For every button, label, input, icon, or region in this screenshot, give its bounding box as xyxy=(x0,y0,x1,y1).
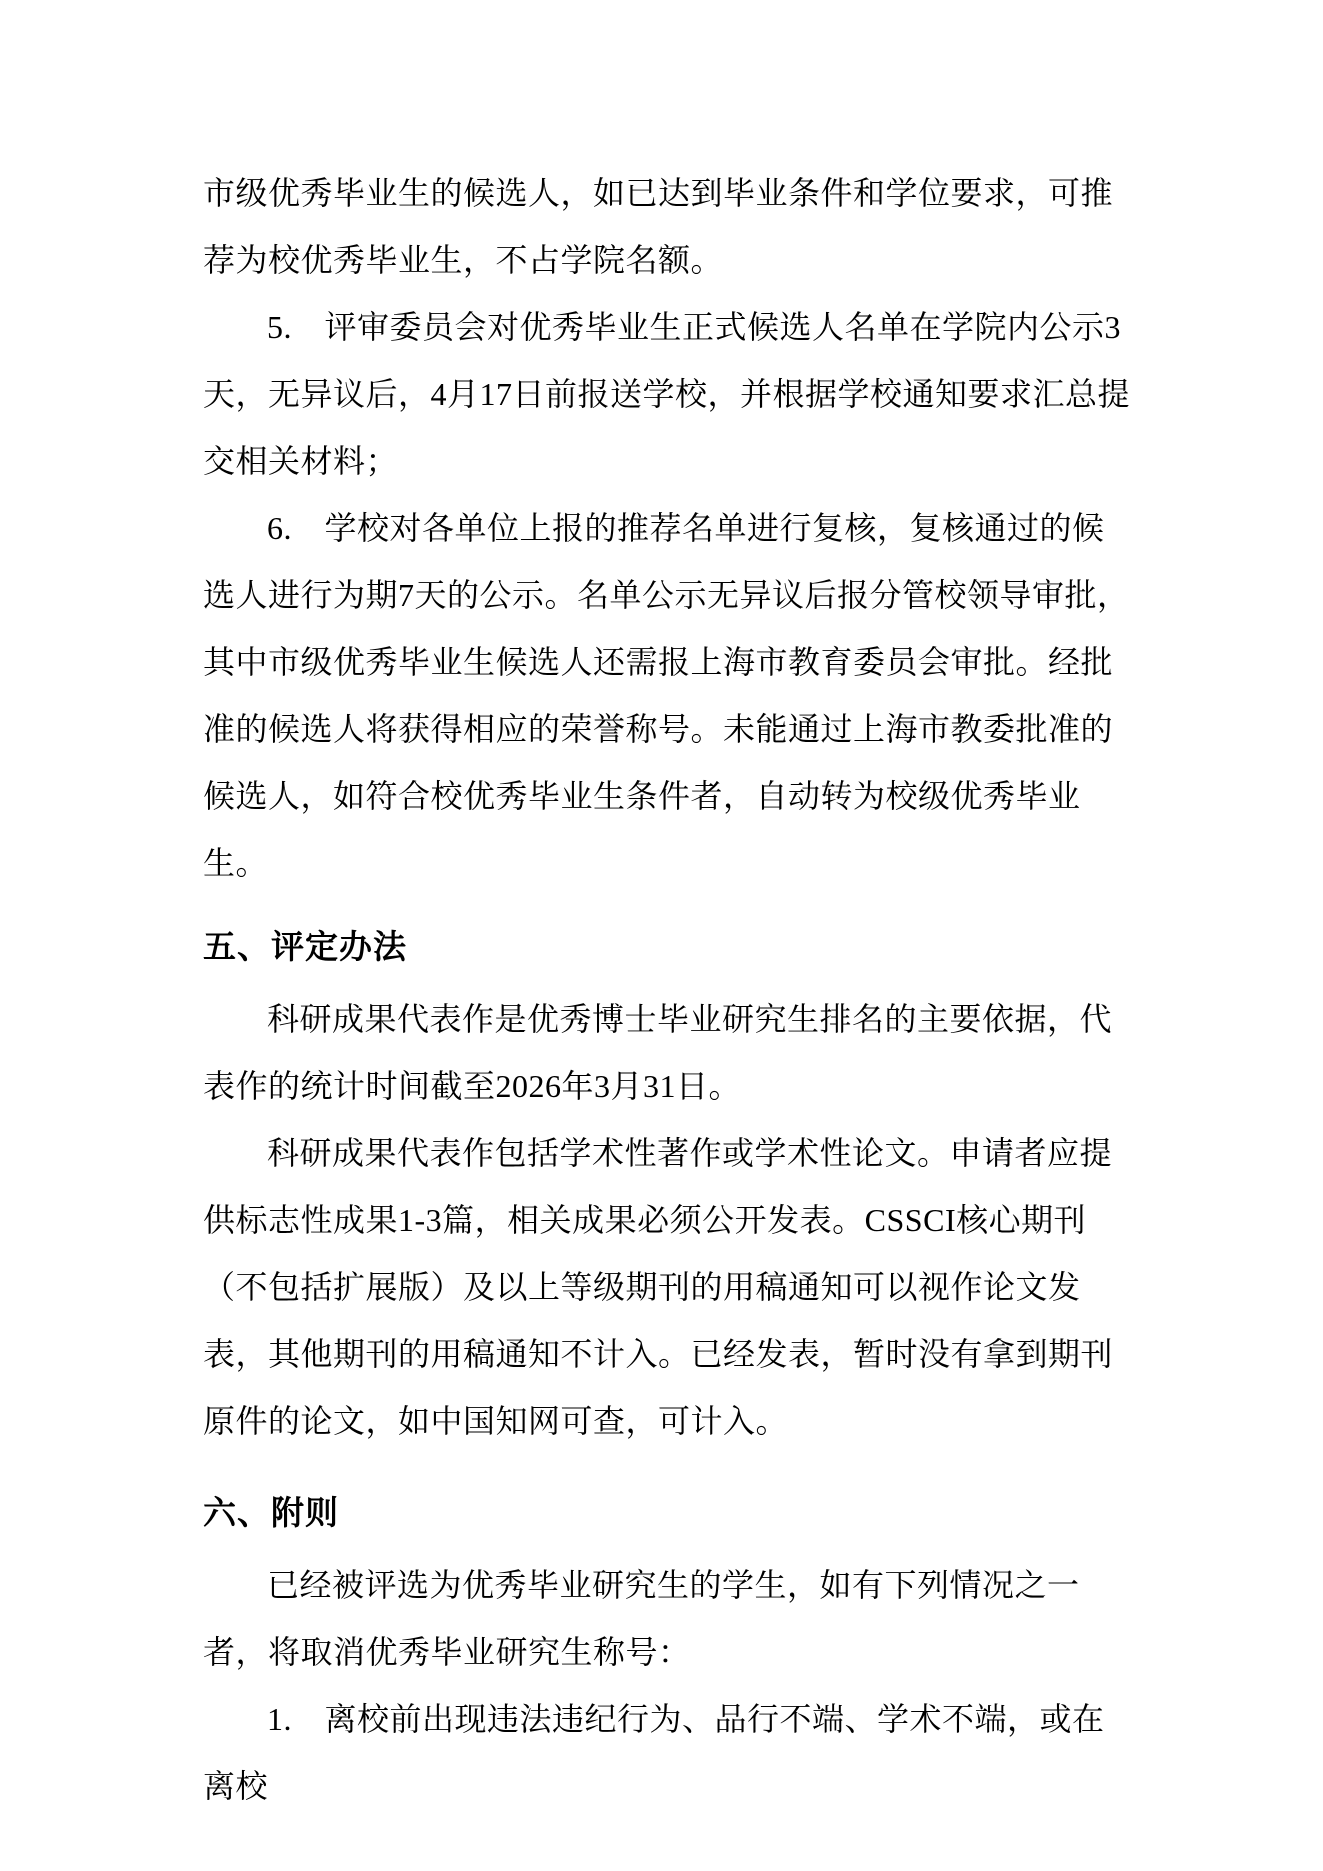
section-heading-supplementary-provisions: 六、附则 xyxy=(203,1494,339,1531)
para-revocation-item-1: 1. 离校前出现违法违纪行为、品行不端、学术不端，或在离校 xyxy=(203,1701,1105,1804)
section-heading-evaluation-method: 五、评定办法 xyxy=(203,928,407,965)
para-publication-rules: 科研成果代表作包括学术性著作或学术性论文。申请者应提供标志性成果1-3篇，相关成果必须公开发表。CSSCI核心期刊（不包括扩展版）及以上等级期刊的用稿通知可以视作论文发表，其他期刊的用稿通知不计入。已经发表，暂时没有拿到期刊原件的论文，如中国知网可查，可计入。 xyxy=(203,1135,1114,1439)
para-continuation-city-level-candidates: 市级优秀毕业生的候选人，如已达到毕业条件和学位要求，可推荐为校优秀毕业生，不占学院名额。 xyxy=(203,175,1114,278)
para-representative-works-basis: 科研成果代表作是优秀博士毕业研究生排名的主要依据，代表作的统计时间截至2026年3月31日。 xyxy=(203,1001,1113,1104)
para-revocation-intro: 已经被评选为优秀毕业研究生的学生，如有下列情况之一者，将取消优秀毕业研究生称号： xyxy=(203,1567,1080,1670)
document-body xyxy=(203,160,1133,1820)
para-item-6-school-review: 6. 学校对各单位上报的推荐名单进行复核，复核通过的候选人进行为期7天的公示。名单公示无异议后报分管校领导审批，其中市级优秀毕业生候选人还需报上海市教育委员会审批。经批准的候选人将获得相应的荣誉称号。未能通过上海市教委批准的候选人，如符合校优秀毕业生条件者，自动转为校级优秀毕业生。 xyxy=(203,510,1130,881)
para-item-5-committee-publicity: 5. 评审委员会对优秀毕业生正式候选人名单在学院内公示3天，无异议后，4月17日前报送学校，并根据学校通知要求汇总提交相关材料； xyxy=(203,309,1131,479)
